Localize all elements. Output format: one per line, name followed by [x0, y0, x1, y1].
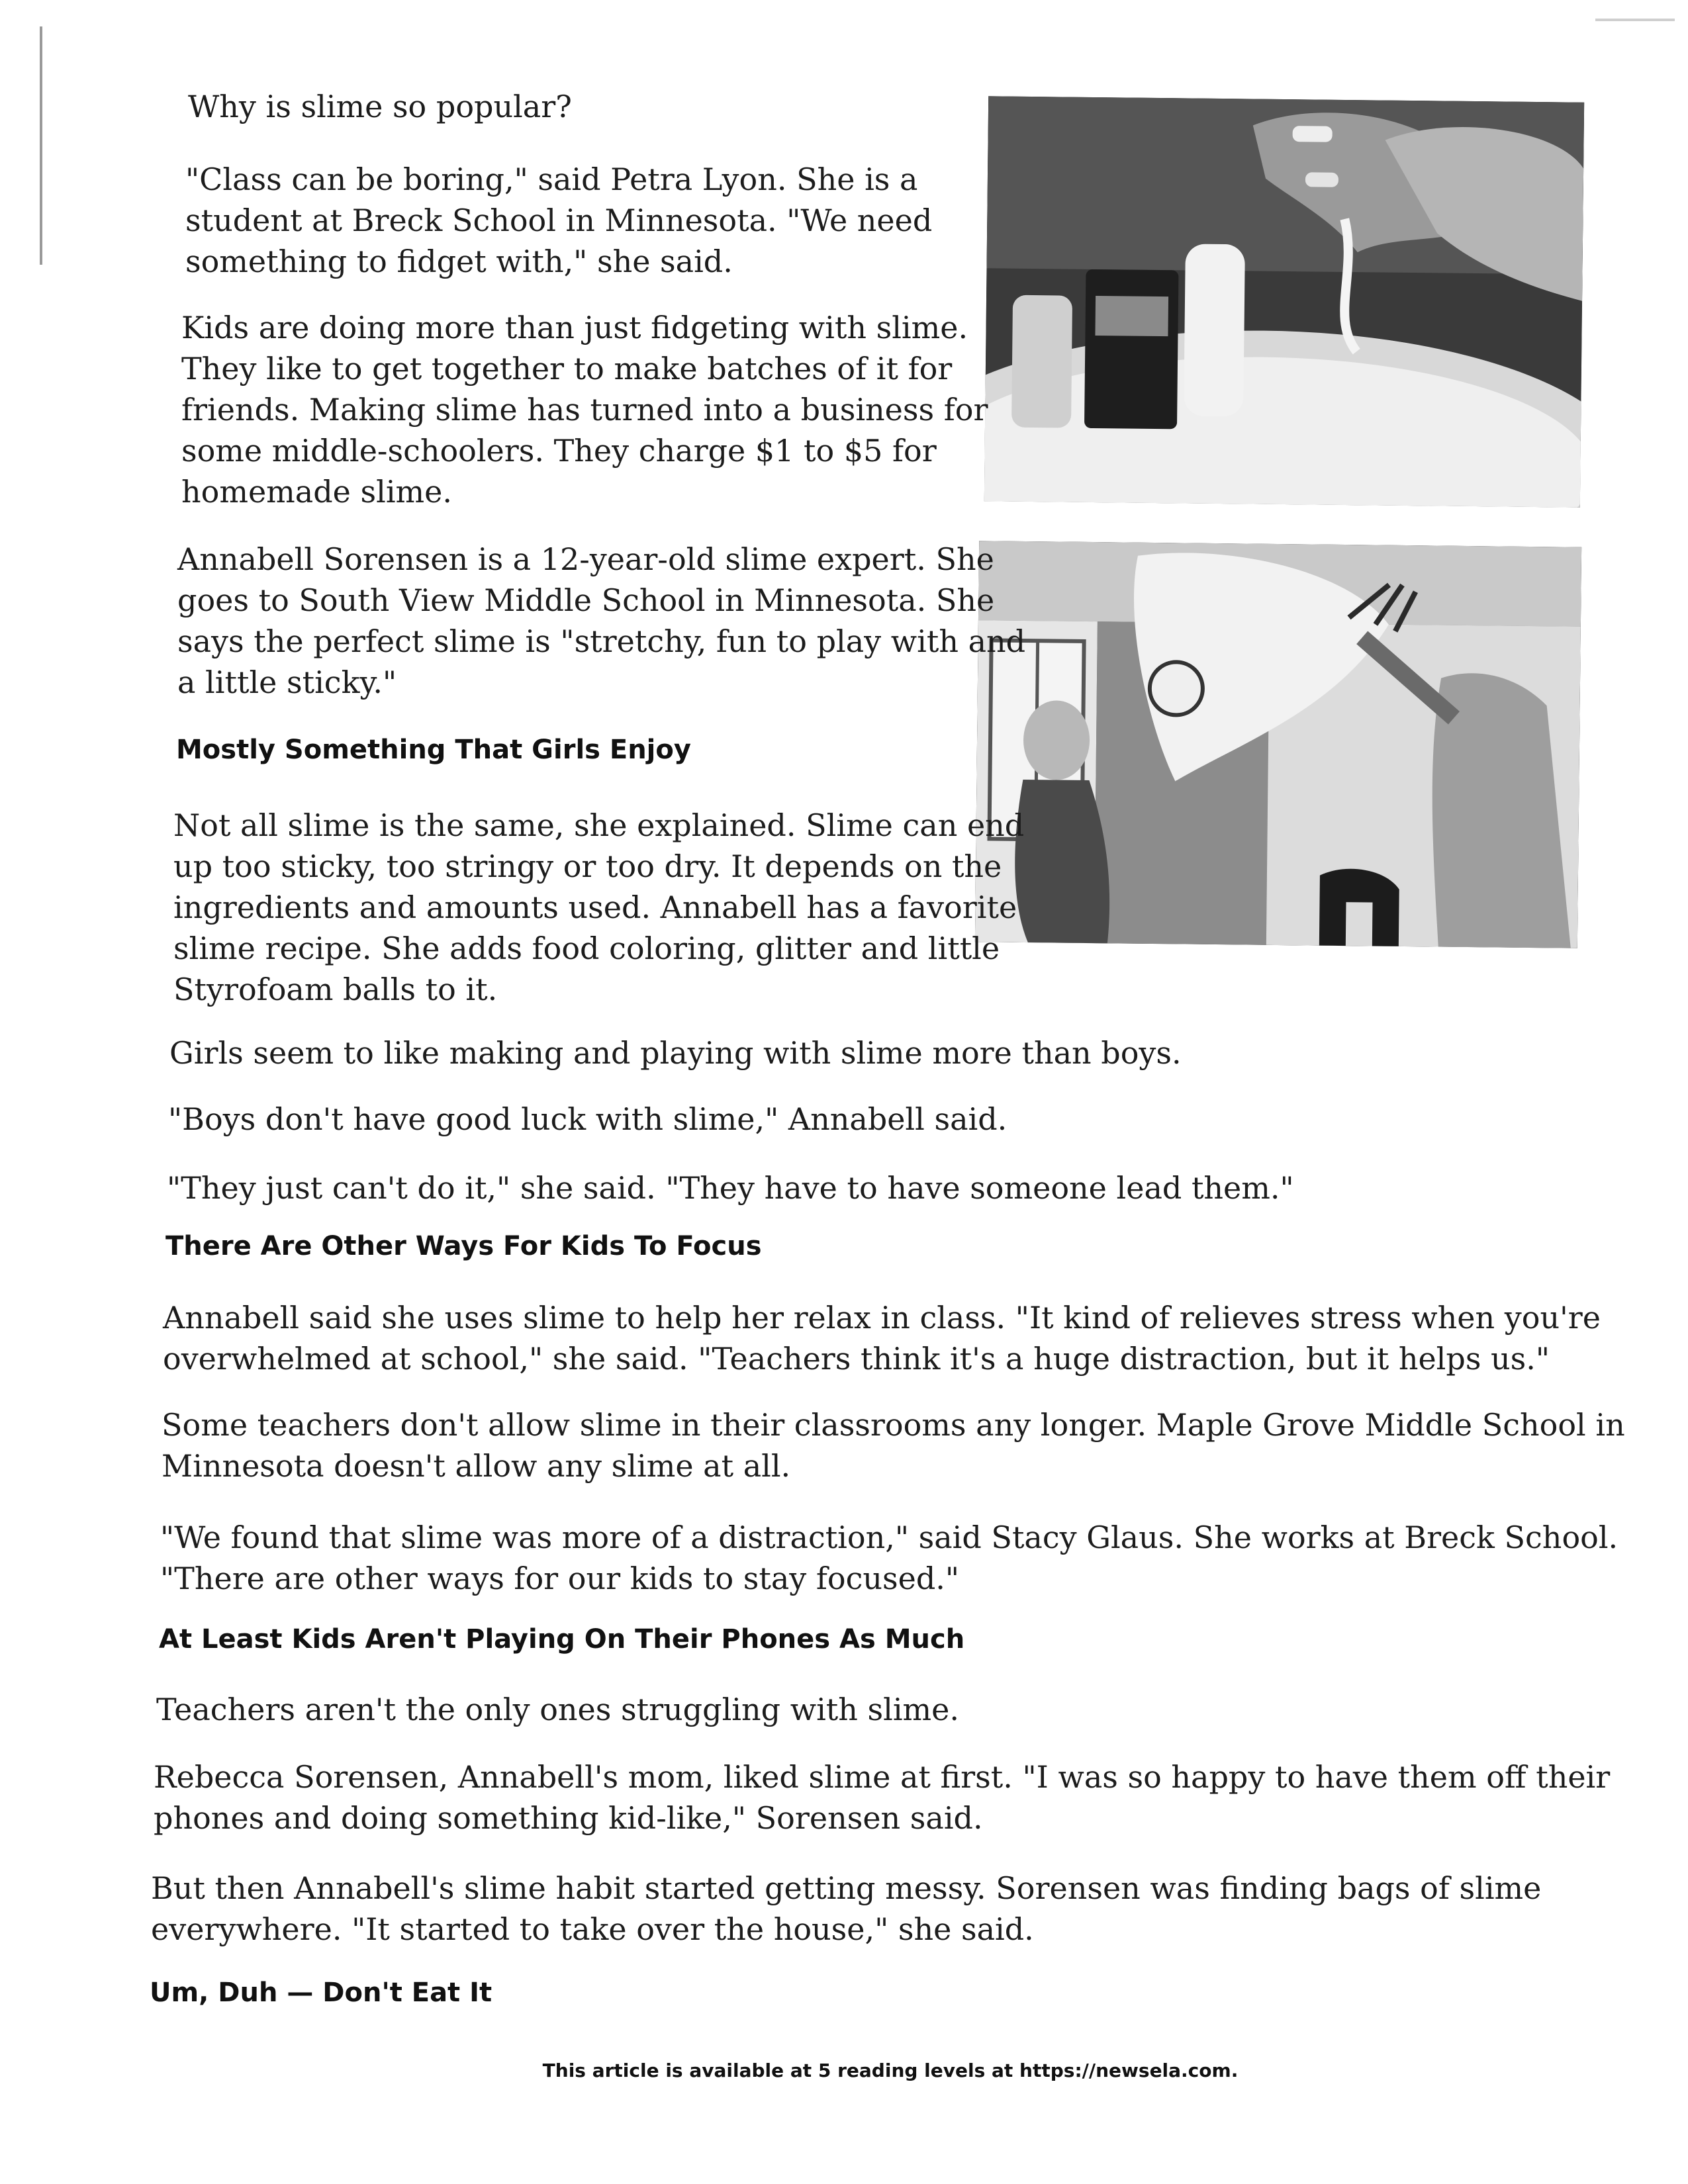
paragraph-girls-seem: Girls seem to like making and playing with slime more than boys. [169, 1035, 1182, 1071]
paragraph-teachers-ban: Some teachers don't allow slime in their classrooms any longer. Maple Grove Middle School in Minnesota doesn't allow any slime at all. [162, 1407, 1625, 1484]
section-heading-dont-eat: Um, Duh — Don't Eat It [150, 1978, 492, 2008]
scan-edge-mark [40, 26, 42, 265]
photo-slime-bowl [984, 96, 1584, 507]
footer-availability-note: This article is available at 5 reading levels at https://newsela.com. [542, 2060, 1239, 2081]
section-heading-girls-enjoy: Mostly Something That Girls Enjoy [176, 735, 691, 765]
paragraph-petra-quote: "Class can be boring," said Petra Lyon. She is a student at Breck School in Minnesota. "We need something to fidget with," she said. [185, 161, 933, 279]
paragraph-stacy-glaus: "We found that slime was more of a distraction," said Stacy Glaus. She works at Breck School. "There are other ways for our kids to stay focused." [160, 1520, 1618, 1596]
paragraph-rebecca-sorensen: Rebecca Sorensen, Annabell's mom, liked slime at first. "I was so happy to have them off their phones and doing something kid-like," Sorensen said. [154, 1759, 1611, 1836]
paragraph-fidgeting: Kids are doing more than just fidgeting with slime. They like to get together to make batches of it for friends. Making slime has turned into a business for some middle-schoolers. They charge $1 to $5 for homemade slime. [181, 310, 988, 510]
photo-girls-playing [975, 541, 1581, 948]
paragraph-relax-in-class: Annabell said she uses slime to help her relax in class. "It kind of relieves stress when you're overwhelmed at school," she said. "Teachers think it's a huge distraction, but it helps us." [163, 1300, 1601, 1377]
paragraph-boys-luck: "Boys don't have good luck with slime," Annabell said. [168, 1101, 1008, 1137]
scan-edge-mark-top [1595, 19, 1675, 21]
paragraph-teachers-struggling: Teachers aren't the only ones struggling with slime. [156, 1692, 960, 1727]
paragraph-annabell-expert: Annabell Sorensen is a 12-year-old slime expert. She goes to South View Middle School in Minnesota. She says the perfect slime is "stretchy, fun to play with and a little sticky." [177, 541, 1026, 700]
intro-question: Why is slime so popular? [188, 89, 572, 124]
paragraph-slime-habit: But then Annabell's slime habit started getting messy. Sorensen was finding bags of slime everywhere. "It started to take over the house," she said. [151, 1870, 1542, 1947]
paragraph-cant-do-it: "They just can't do it," she said. "They have to have someone lead them." [167, 1170, 1294, 1206]
section-heading-phones: At Least Kids Aren't Playing On Their Phones As Much [159, 1624, 965, 1655]
paragraph-not-all-slime: Not all slime is the same, she explained. Slime can end up too sticky, too stringy or too dry. It depends on the ingredients and amounts used. Annabell has a favorite slime recipe. She adds food coloring, glitter and little Styrofoam balls to it. [173, 807, 1025, 1007]
section-heading-other-ways: There Are Other Ways For Kids To Focus [165, 1231, 762, 1261]
